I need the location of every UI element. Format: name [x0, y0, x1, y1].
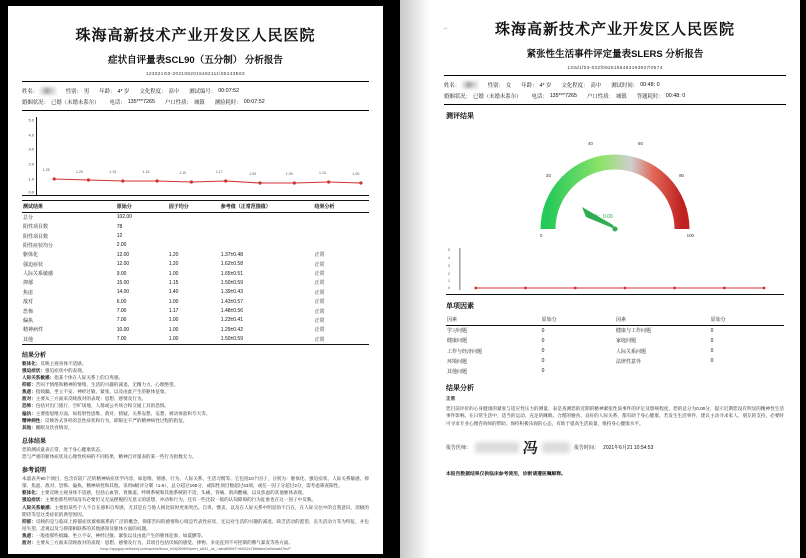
right-divider-top: [444, 75, 786, 76]
left-footer-url: hxxp://appguy.net/wenj.com/sports/ferou_h04j269i00/perrt_all/11_ck_=atcd65967^xb542c768dabe0a5cbad47bcP: [100, 547, 291, 551]
table-row: 敌对 6.00 1.00 1.43±0.57 正常: [23, 298, 325, 306]
reference-item: 躯体化：主要反映主观身体不适感，包括心血管、胃肠道、呼吸系统和其他系统的不适，头痛、背痛、肌肉酸痛，以及焦虑的其他躯体表现。: [22, 490, 307, 496]
left-overall-heading: 总体结果: [22, 438, 47, 445]
table-row: 强迫症状 12.00 1.20 1.62±0.58 正常: [23, 261, 325, 268]
bar-y-tick: 0: [448, 285, 450, 290]
date-value: 2021年6月21 10:54:53: [603, 444, 654, 451]
table-row: 阳性症状均分 2.00: [23, 242, 127, 249]
chart-point-label: 1.20: [75, 169, 83, 174]
right-divider-info: [444, 104, 786, 105]
right-hospital-name: 珠海高新技术产业开发区人民医院: [494, 21, 735, 38]
bar-y-tick: 2: [448, 271, 450, 276]
gauge-svg: [530, 129, 700, 244]
chart-point-label: 1.10: [179, 171, 187, 176]
analysis-item: 偏执：主要指思维方面，如投射性思维、敌对、猜疑、关系妄想、妄想、被动体验和夸大等。: [22, 410, 211, 416]
signature-row: [446, 437, 784, 458]
table-row: 环境问题 0 法律性意外 0: [447, 358, 714, 365]
left-analysis-list: [22, 360, 369, 431]
table-row: 精神病性 10.00 1.00 1.29±0.42 正常: [23, 326, 325, 334]
chart-point-label: 1.00: [352, 171, 360, 176]
info-row: [22, 97, 369, 108]
analysis-item: 其他：睡眠及饮食情况。: [22, 424, 73, 430]
right-report-page: [400, 0, 800, 558]
bar-y-tick: 4: [448, 255, 450, 260]
reference-intro: 本量表共90个项目，包含有较广泛的精神病症状学内容，如思维、情感、行为、人际关系、生活习惯等。它包括10个因子，分别为：躯体化、强迫症状、人际关系敏感、抑郁、焦虑、敌对、恐怖、偏执、精神病性和其他。采用5级评分制（1-5），总分超过160分，或阳性项目数超过43项，或任一因子分超过2分，需考虑筛查阳性。: [22, 476, 369, 489]
analysis-item: 敌对：主要从三方面来反映敌对的表现：思想、感情及行为。: [22, 396, 147, 402]
table-row: 总分 102.00: [23, 214, 132, 221]
table-row: 恐怖 7.00 1.17 1.48±0.56 正常: [23, 308, 325, 315]
gauge-tick-20: 20: [546, 172, 551, 178]
table-row: 阳性项目数 78: [23, 223, 123, 231]
table-row: 其他 7.00 1.00 1.50±0.59 正常: [22, 334, 369, 344]
info-field-gender: 性别： 男: [65, 89, 90, 96]
info-row: [444, 80, 786, 91]
info-field-marriage: 婚姻状况： 已婚（未婚未系尔）: [444, 94, 522, 101]
info-row: [444, 91, 786, 102]
table-row: 躯体化 12.00 1.20 1.37±0.48 正常: [23, 251, 325, 259]
right-bar-chart: [446, 248, 784, 295]
info-field-testno: 测试编号： 00:07:52: [189, 88, 240, 96]
info-field-household: 户口性质： 城镇: [164, 100, 205, 107]
reference-item: 敌对：主要从三方面来反映敌对的表现：思想、感情及行为。其项目包括厌烦的感觉、摔物、争论直到不可控制的脾气暴发等各方面。: [22, 540, 294, 546]
right-page-content: [430, 18, 800, 477]
info-field-age: 年龄： 4* 岁: [99, 89, 130, 96]
info-field-education: 文化程度： 高中: [561, 83, 602, 90]
analysis-item: 恐怖：包括对出门旅行、空旷场地、人群或公共场合和交通工具的恐惧。: [22, 403, 170, 409]
analysis-item: 抑郁：苦闷于情绪和精神的情绪，生活的兴趣的减退、无精力力、心理绝望。: [22, 382, 179, 388]
chart-point-label: 1.10: [319, 171, 327, 176]
table-header-row: 因素 原始分 因素 原始分: [446, 314, 784, 326]
analysis-item: 人际关系敏感：指某个体在人际关系上的自卑感。: [22, 375, 124, 381]
overall-line-2: 您与严重的躯体症状及心理性疾病的不同结果，精神自评量表的某一些行为指数无力。: [22, 454, 197, 460]
table-row: 偏执 7.00 1.00 1.23±0.41 正常: [23, 317, 325, 324]
chart-point-label: 1.15: [142, 170, 150, 175]
reference-item: 焦虑：一般指那些烦躁、坐立不安、神经过敏、紧张以及由此产生的躯体征象，如震颤等。: [22, 533, 206, 538]
right-analysis-value: 正常: [446, 395, 456, 401]
left-report-title: 症状自评量表SCL90（五分制） 分析报告: [108, 55, 283, 66]
table-row: 学习问题 0 健康与工作问题 0: [447, 327, 714, 335]
chart-point-label: 1.15: [109, 170, 117, 175]
doctor-signature-blurred: [475, 442, 519, 453]
right-result-heading: 测评结果: [446, 112, 474, 120]
reference-item: 人际关系敏感：主要指某些个人不自在感和自卑感，尤其是在与他人相比较时更加突出。自卑、懊丧，以及在人际关系中明显的不自在，在人际交往中的自我意识，消极的期待等是这类症状的典型原因。: [22, 504, 369, 517]
left-chart-plot-area: [36, 117, 369, 195]
reference-item: 抑郁：反映的是与临床上抑郁症状群相联系的广泛的概念。抑郁苦闷的感情和心境是代表性症状，还以对生活的兴趣的减退、缺乏活动的愿望、丧失活动力等为特征，并包括失望、悲观以及与抑郁相联系的其他感知及躯体方面的问题。: [22, 518, 369, 531]
gauge-tick-40: 40: [588, 140, 593, 146]
right-report-title: 紧张性生活事件评定量表SLERS 分析报告: [526, 49, 704, 60]
left-report-page: [8, 6, 383, 554]
info-field-marriage: 婚姻状况： 已婚（未婚未系尔）: [22, 100, 100, 107]
left-chart-svg: [36, 117, 369, 195]
table-row: 工作与经济问题 0 人际关系问题 0: [447, 348, 714, 355]
chart-point-label: 1.00: [285, 171, 293, 176]
info-field-testtime: 测试时间： 00:48: 0: [611, 82, 660, 90]
info-field-phone: 电话： 135***7265: [109, 99, 155, 107]
analysis-item: 强迫症状：强迫症状中的表现。: [22, 367, 87, 373]
gauge-center-value: 总分：0.00: [588, 213, 613, 220]
table-row: 人际关系敏感 9.00 1.00 1.65±0.51 正常: [23, 270, 325, 277]
reference-item: 强迫症状：主要指那些明知没有必要但又无法摆脱的无意义的思想、冲动和行为，还有一些比较一般的认知障碍的行为征象也在这一因子中反映。: [22, 497, 317, 503]
info-field-phone: 电话： 135***7265: [531, 93, 577, 101]
info-field-duration: 测验耗时： 00:07:52: [214, 99, 265, 107]
score-gauge: [530, 129, 700, 244]
page-corner-mark: ⌐: [444, 26, 448, 32]
right-bar-svg: [446, 248, 784, 294]
right-factor-tbody: [446, 325, 784, 376]
gauge-min-label: 0: [540, 232, 543, 238]
analysis-item: 焦虑：指烦躁、坐立不安、神经过敏、紧张，以及由此产生的躯体征象。: [22, 389, 170, 395]
info-field-duration: 答题耗时： 00:48: 0: [636, 93, 686, 101]
analysis-item: 精神病性：反映各式各样的急性症状和行为，即限定不严的精神病性过程的指征。: [22, 417, 188, 423]
left-reference-body: [22, 475, 369, 546]
analysis-item: 躯体化：反映主观身体不适感。: [22, 360, 87, 366]
right-analysis-heading: 结果分析: [446, 384, 474, 392]
info-field-name: 姓名： 陈*: [22, 87, 56, 95]
left-reference-heading: 参考说明: [22, 468, 47, 475]
info-field-education: 文化程度： 高中: [139, 89, 180, 96]
left-patient-info: [22, 86, 369, 108]
bar-y-tick: 1: [448, 278, 450, 283]
chart-point-label: 1.17: [215, 170, 223, 175]
right-barcode-number: 133d1f03-032f0925155463193927l0574: [567, 65, 663, 70]
table-row: 其他问题 0: [447, 368, 545, 375]
left-divider-top: [22, 81, 369, 82]
chart-point-label: 1.00: [249, 171, 257, 176]
table-row: 抑郁 15.00 1.15 1.50±0.59 正常: [23, 279, 325, 287]
left-line-chart: [22, 117, 369, 196]
left-results-tbody: [22, 212, 369, 344]
left-barcode-number: 123021G0-2021062015462111\05243E63: [145, 71, 245, 76]
right-patient-info: [444, 80, 786, 102]
table-row: 健康问题 0 家庭问题 0: [447, 337, 714, 345]
signature-extra-blur: [542, 442, 570, 453]
chart-point-label: 1.25: [42, 168, 50, 173]
date-label: 报告时间：: [574, 444, 600, 451]
left-overall-text: [22, 446, 369, 460]
table-row: 阴性项目数 12: [23, 233, 123, 240]
table-row: 焦虑 14.00 1.40 1.39±0.43 正常: [23, 289, 325, 296]
gauge-tick-80: 80: [679, 172, 684, 178]
signature-label: 报告医师：: [446, 444, 472, 451]
bar-y-tick: 3: [448, 263, 450, 268]
overall-line-1: 您的测试量表正常，处于身心健康状态。: [22, 446, 105, 452]
info-row: [22, 86, 369, 97]
info-field-gender: 性别： 女: [487, 83, 512, 90]
doctor-signature-stamp: 冯: [522, 440, 539, 457]
left-results-table: [22, 200, 369, 345]
left-hospital-name: 珠海高新技术产业开发区人民医院: [75, 27, 316, 44]
gauge-max-label: 100: [686, 232, 694, 238]
right-factor-heading: 单项因素: [446, 302, 474, 310]
bar-y-tick: 5: [448, 247, 450, 252]
table-header-row: 测试结果 原始分 因子均分 参考值（正常范围值） 结果分析: [22, 200, 369, 212]
right-analysis-text: 您目前评价的心身健康的紧张与适应性压力的测量。表是查测您的近期的精神紧张性质事件的评定及影响程度，您的总分为0.00分，提示近期您没有明显的精神性生活事件影响。在日常生活中，适当的运动、充足的睡眠、合理的膳食、良好的人际关系，都有助于身心健康。若发生生活事件，建议主动寻求家人、朋友的支持，必要时可寻求专业心理咨询师的帮助。保持积极乐观的心态，有助于提高生活质量，维持身心健康水平。: [446, 405, 784, 426]
info-field-age: 年龄： 4* 岁: [521, 83, 552, 90]
left-chart-y-axis: 5.0 4.0 3.0 2.0 1.0 0.0: [22, 117, 37, 195]
gauge-tick-60: 60: [638, 140, 643, 146]
info-field-name: 姓名： 陈*: [444, 81, 478, 89]
left-analysis-heading: 结果分析: [22, 352, 47, 359]
right-factor-table: [446, 314, 784, 377]
right-footer-note: 本报告数据结果仅供临床参考使用，诊断请遵医嘱解释。: [446, 471, 566, 477]
left-divider-info: [22, 110, 369, 111]
info-field-household: 户口性质： 城镇: [586, 94, 627, 101]
